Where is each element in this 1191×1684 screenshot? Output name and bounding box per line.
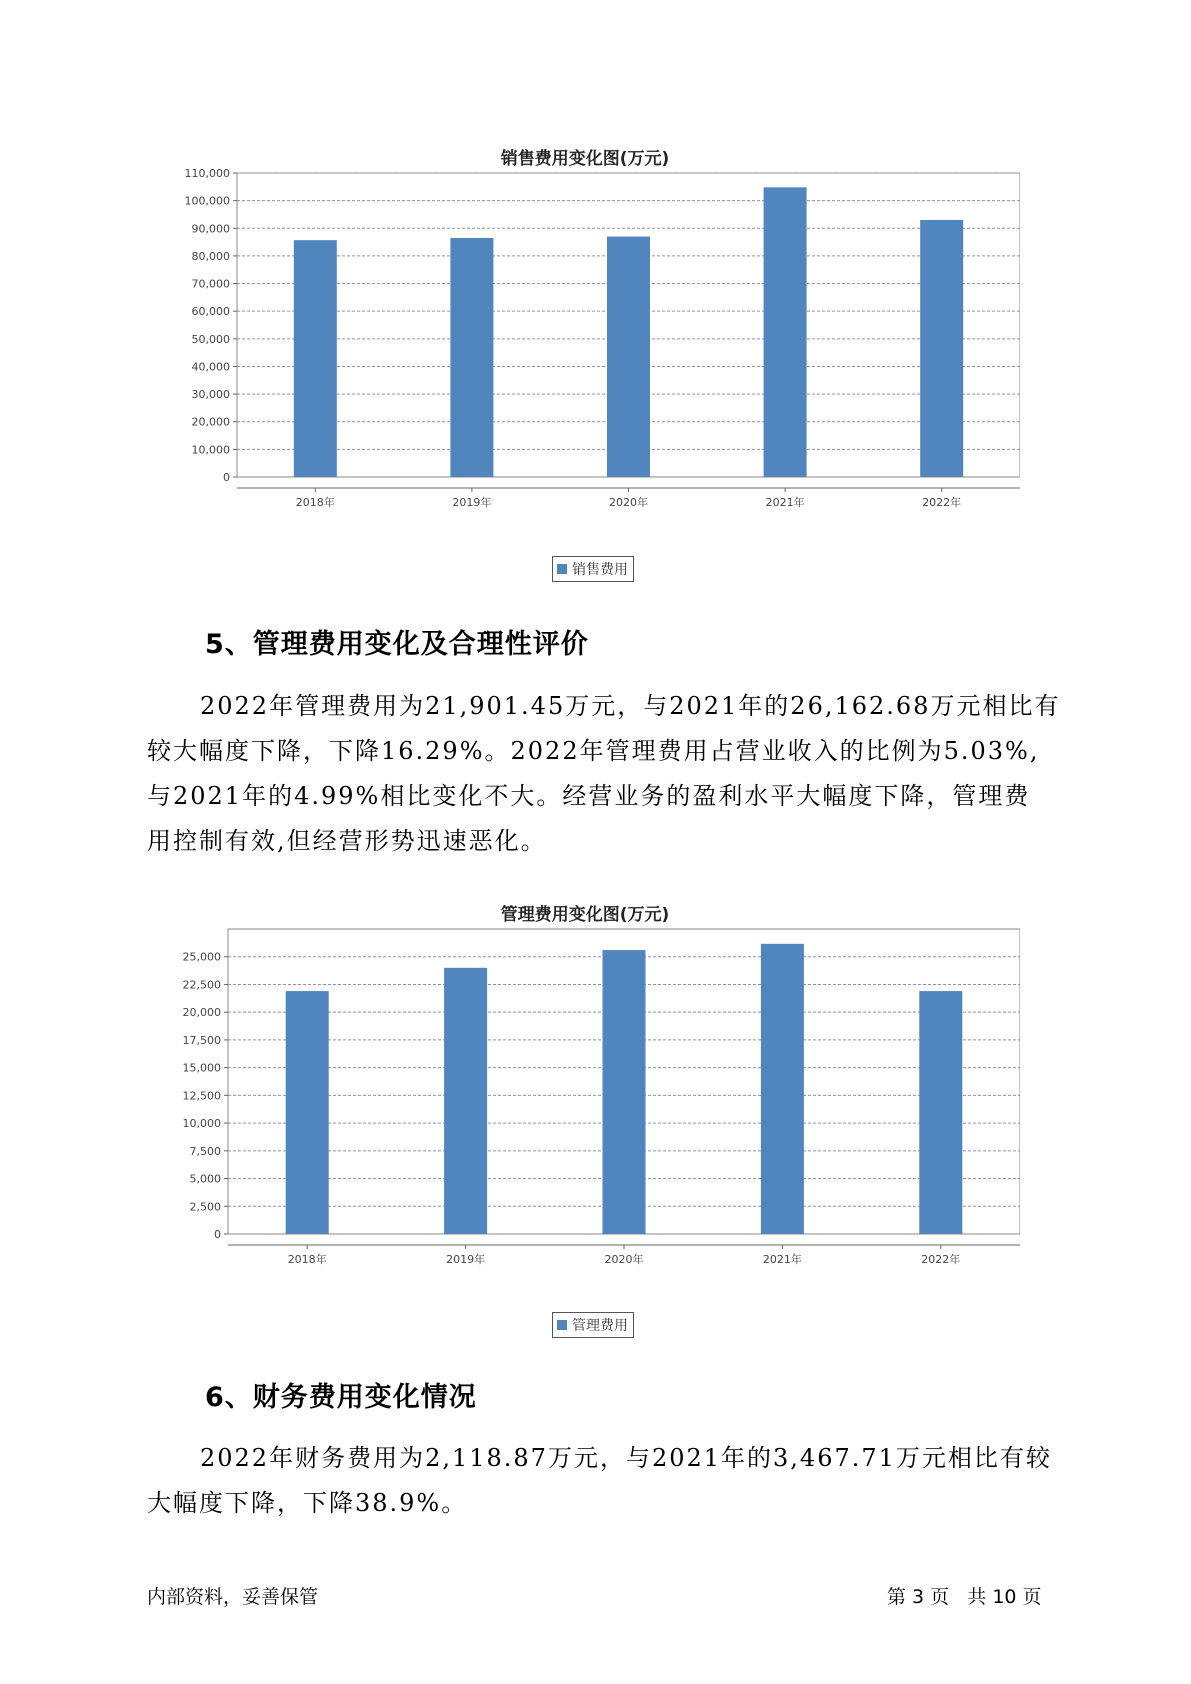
bar bbox=[920, 220, 963, 477]
y-tick-label: 30,000 bbox=[191, 388, 230, 402]
bar bbox=[450, 238, 493, 477]
paragraph-line: 与2021年的4.99%相比变化不大。经营业务的盈利水平大幅度下降，管理费 bbox=[147, 782, 1031, 810]
bar bbox=[603, 950, 646, 1234]
y-tick-label: 15,000 bbox=[182, 1061, 221, 1075]
bar bbox=[607, 237, 650, 477]
x-tick-label: 2019年 bbox=[446, 1253, 486, 1266]
bar bbox=[444, 968, 487, 1234]
footer-right: 第 3 页 共 10 页 bbox=[887, 1586, 1042, 1608]
x-tick-label: 2018年 bbox=[287, 1253, 327, 1266]
y-tick-label: 40,000 bbox=[191, 360, 230, 374]
y-tick-label: 50,000 bbox=[191, 332, 230, 346]
y-tick-label: 7,500 bbox=[189, 1144, 221, 1158]
section-paragraph-6 bbox=[147, 1436, 1057, 1526]
chart-legend bbox=[552, 556, 634, 582]
footer-left: 内部资料，妥善保管 bbox=[147, 1586, 319, 1608]
y-tick-label: 70,000 bbox=[191, 277, 230, 291]
admin-expense-chart bbox=[150, 896, 1020, 1346]
legend-label: 管理费用 bbox=[572, 1318, 628, 1334]
x-tick-label: 2019年 bbox=[452, 496, 492, 509]
legend-label: 销售费用 bbox=[572, 562, 628, 578]
bar bbox=[761, 944, 804, 1234]
bar bbox=[286, 991, 329, 1234]
y-tick-label: 60,000 bbox=[191, 305, 230, 319]
paragraph-line: 2022年管理费用为21,901.45万元，与2021年的26,162.68万元相比有 bbox=[200, 692, 1061, 720]
y-tick-label: 0 bbox=[214, 1228, 221, 1241]
bar bbox=[294, 240, 337, 477]
y-tick-label: 17,500 bbox=[182, 1033, 221, 1047]
y-tick-label: 12,500 bbox=[182, 1089, 221, 1103]
paragraph-line: 用控制有效,但经营形势迅速恶化。 bbox=[147, 827, 547, 855]
x-tick-label: 2022年 bbox=[921, 1253, 961, 1266]
x-tick-label: 2021年 bbox=[762, 1253, 802, 1266]
paragraph-line: 2022年财务费用为2,118.87万元，与2021年的3,467.71万元相比有较 bbox=[200, 1444, 1052, 1472]
y-tick-label: 0 bbox=[223, 471, 230, 484]
x-tick-label: 2022年 bbox=[922, 496, 962, 509]
sales-expense-chart bbox=[150, 140, 1020, 590]
legend-swatch bbox=[557, 1320, 567, 1330]
y-tick-label: 110,000 bbox=[184, 167, 230, 180]
y-tick-label: 25,000 bbox=[182, 950, 221, 964]
y-tick-label: 2,500 bbox=[189, 1200, 221, 1214]
paragraph-line: 大幅度下降，下降38.9%。 bbox=[147, 1489, 468, 1517]
bar bbox=[919, 991, 962, 1234]
x-tick-label: 2020年 bbox=[604, 1253, 644, 1266]
y-tick-label: 10,000 bbox=[182, 1117, 221, 1131]
y-tick-label: 5,000 bbox=[189, 1172, 221, 1186]
y-tick-label: 10,000 bbox=[191, 443, 230, 457]
section-heading-6: 6、财务费用变化情况 bbox=[205, 1382, 477, 1413]
chart-title: 管理费用变化图(万元) bbox=[500, 905, 670, 925]
y-tick-label: 20,000 bbox=[191, 415, 230, 429]
chart-legend bbox=[552, 1312, 634, 1338]
y-tick-label: 22,500 bbox=[182, 978, 221, 992]
paragraph-line: 较大幅度下降，下降16.29%。2022年管理费用占营业收入的比例为5.03%, bbox=[147, 737, 1040, 765]
chart-title: 销售费用变化图(万元) bbox=[500, 149, 670, 169]
y-tick-label: 90,000 bbox=[191, 222, 230, 236]
x-tick-label: 2018年 bbox=[295, 496, 335, 509]
y-tick-label: 20,000 bbox=[182, 1006, 221, 1020]
y-tick-label: 80,000 bbox=[191, 249, 230, 263]
section-paragraph-5 bbox=[147, 684, 1061, 864]
chart-plot bbox=[150, 140, 1020, 590]
x-tick-label: 2020年 bbox=[609, 496, 648, 509]
x-tick-label: 2021年 bbox=[765, 496, 805, 509]
chart-plot bbox=[150, 896, 1020, 1346]
section-heading-5: 5、管理费用变化及合理性评价 bbox=[205, 629, 589, 660]
y-tick-label: 100,000 bbox=[184, 194, 230, 208]
legend-swatch bbox=[557, 564, 567, 574]
bar bbox=[764, 187, 807, 477]
